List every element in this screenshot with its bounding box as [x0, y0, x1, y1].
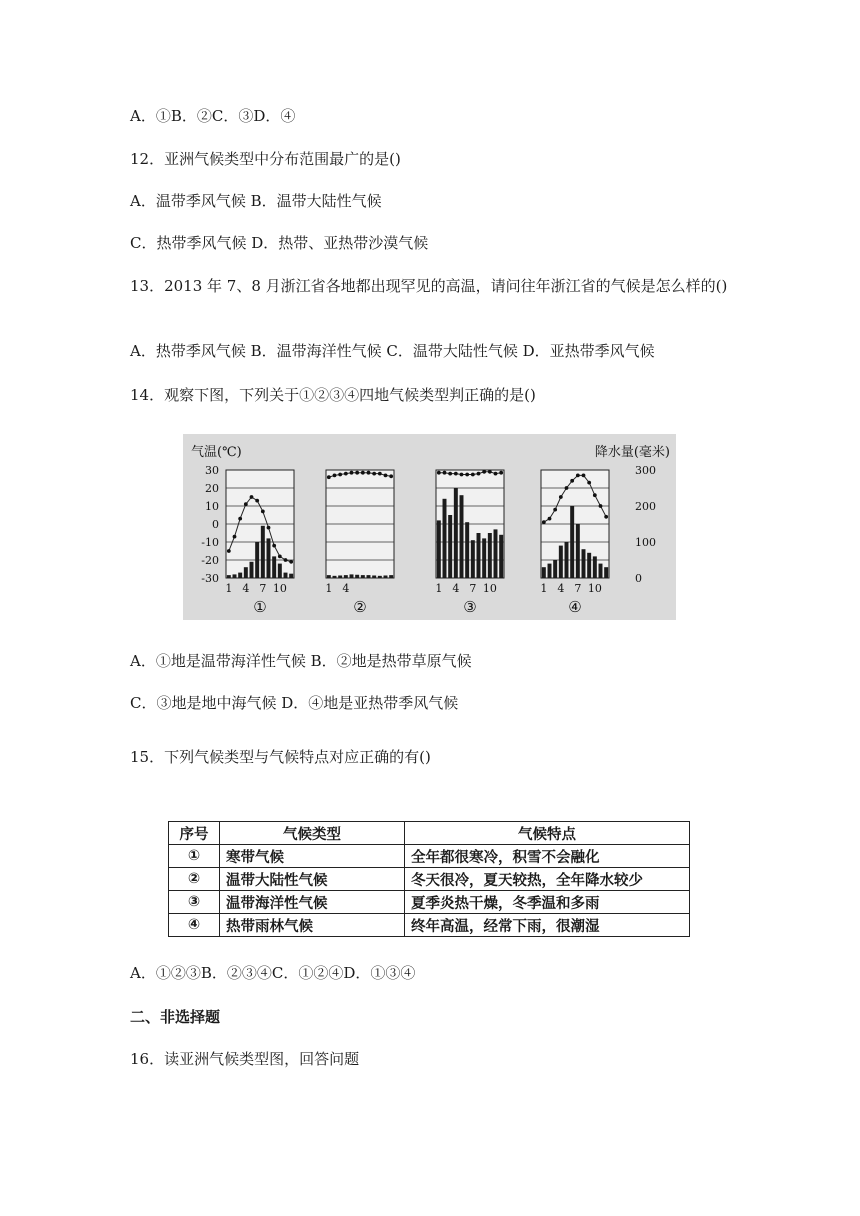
panel-label: ③ — [463, 598, 477, 616]
temperature-point — [384, 474, 388, 478]
temperature-point — [333, 474, 337, 478]
temperature-tick-label: 20 — [205, 482, 219, 495]
precipitation-bar — [460, 495, 464, 578]
month-tick-label: 4 — [242, 582, 250, 595]
climate-chart-figure — [183, 434, 676, 620]
q12-options-cd: C．热带季风气候 D．热带、亚热带沙漠气候 — [130, 234, 429, 252]
panel-label: ② — [353, 598, 367, 616]
month-tick-label: 7 — [469, 582, 477, 595]
month-tick-label: 10 — [482, 582, 497, 595]
precipitation-bar — [548, 564, 552, 578]
q14-options-ab: A．①地是温带海洋性气候 B．②地是热带草原气候 — [130, 652, 472, 670]
temperature-point — [272, 544, 276, 548]
row-climate-type: 热带雨林气候 — [220, 914, 405, 937]
precipitation-bar — [267, 538, 271, 578]
precipitation-bar — [355, 575, 359, 578]
temperature-point — [367, 471, 371, 475]
precipitation-bar — [261, 526, 265, 578]
temperature-point — [499, 471, 503, 475]
precipitation-bar — [482, 538, 486, 578]
temperature-point — [378, 472, 382, 476]
precipitation-bar — [284, 573, 288, 578]
q11-options: A．①B．②C．③D．④ — [130, 107, 296, 125]
temperature-point — [350, 471, 354, 475]
precipitation-bar — [488, 533, 492, 578]
precipitation-bar — [389, 575, 393, 578]
month-tick-label: 4 — [342, 582, 350, 595]
row-climate-feature: 全年都很寒冷，积雪不会融化 — [405, 845, 690, 868]
precipitation-bar — [454, 488, 458, 578]
temperature-point — [233, 535, 237, 539]
temperature-point — [542, 520, 546, 524]
precipitation-bar — [378, 576, 382, 578]
precipitation-bar — [338, 575, 342, 578]
temperature-point — [482, 470, 486, 474]
precipitation-tick-label: 0 — [635, 572, 642, 585]
month-tick-label: 4 — [557, 582, 565, 595]
temperature-point — [261, 510, 265, 514]
temperature-point — [227, 549, 231, 553]
q13-options: A．热带季风气候 B．温带海洋性气候 C．温带大陆性气候 D．亚热带季风气候 — [130, 342, 655, 360]
temperature-point — [559, 495, 563, 499]
row-serial: ③ — [169, 891, 220, 914]
precipitation-bar — [361, 575, 365, 578]
table-header-row — [169, 822, 690, 845]
precipitation-bar — [384, 575, 388, 578]
row-climate-type: 温带海洋性气候 — [220, 891, 405, 914]
row-climate-feature: 终年高温，经常下雨，很潮湿 — [405, 914, 690, 937]
precipitation-bar — [255, 542, 259, 578]
precipitation-bar — [233, 574, 237, 578]
precipitation-bar — [582, 549, 586, 578]
month-tick-label: 10 — [587, 582, 602, 595]
temperature-point — [582, 474, 586, 478]
header-climate-type: 气候类型 — [220, 822, 405, 845]
precipitation-bar — [344, 575, 348, 578]
month-tick-label: 7 — [259, 582, 267, 595]
precipitation-tick-label: 300 — [635, 464, 656, 477]
precipitation-bar — [471, 540, 475, 578]
row-serial: ① — [169, 845, 220, 868]
q13-stem: 13．2013 年 7、8 月浙江省各地都出现罕见的高温，请问往年浙江省的气候是怎么样的() — [130, 277, 728, 295]
precipitation-bar — [350, 574, 354, 578]
precipitation-bar — [250, 562, 254, 578]
panel-label: ① — [253, 598, 267, 616]
precipitation-bar — [372, 575, 376, 578]
precipitation-tick-label: 200 — [635, 500, 656, 513]
section-2-title: 二、非选择题 — [130, 1008, 221, 1026]
temperature-point — [355, 471, 359, 475]
temperature-point — [338, 473, 342, 477]
temperature-point — [570, 479, 574, 483]
row-climate-type: 温带大陆性气候 — [220, 868, 405, 891]
temperature-point — [599, 504, 603, 508]
q15-options: A．①②③B．②③④C．①②④D．①③④ — [130, 964, 416, 982]
row-climate-type: 寒带气候 — [220, 845, 405, 868]
temperature-point — [443, 471, 447, 475]
temperature-point — [238, 517, 242, 521]
row-climate-feature: 夏季炎热干燥，冬季温和多雨 — [405, 891, 690, 914]
month-tick-label: 1 — [225, 582, 233, 595]
month-tick-label: 1 — [325, 582, 333, 595]
temperature-point — [454, 472, 458, 476]
temperature-tick-label: 10 — [205, 500, 219, 513]
precipitation-bar — [477, 533, 481, 578]
temperature-point — [465, 473, 469, 477]
temperature-tick-label: 0 — [212, 518, 219, 531]
precipitation-bar — [227, 575, 231, 578]
q12-stem: 12．亚洲气候类型中分布范围最广的是() — [130, 150, 401, 168]
month-tick-label: 4 — [452, 582, 460, 595]
precipitation-bar — [570, 506, 574, 578]
temperature-point — [289, 560, 293, 564]
row-serial: ④ — [169, 914, 220, 937]
temperature-point — [267, 526, 271, 530]
temperature-point — [553, 508, 557, 512]
precipitation-bar — [599, 564, 603, 578]
precipitation-bar — [553, 560, 557, 578]
temperature-point — [587, 481, 591, 485]
table-row — [169, 914, 690, 937]
temperature-point — [448, 472, 452, 476]
temperature-point — [437, 471, 441, 475]
precipitation-bar — [565, 542, 569, 578]
temperature-tick-label: -10 — [201, 536, 219, 549]
precipitation-bar — [244, 567, 248, 578]
precipitation-tick-label: 100 — [635, 536, 656, 549]
precipitation-bar — [278, 564, 282, 578]
precipitation-bar — [499, 535, 503, 578]
temperature-point — [327, 475, 331, 479]
header-serial: 序号 — [169, 822, 220, 845]
precipitation-axis-label: 降水量(毫米) — [594, 445, 670, 460]
temperature-tick-label: -20 — [201, 554, 219, 567]
precipitation-bar — [367, 575, 371, 578]
month-tick-label: 1 — [435, 582, 443, 595]
temperature-point — [565, 486, 569, 490]
precipitation-bar — [327, 575, 331, 578]
temperature-point — [548, 517, 552, 521]
precipitation-bar — [272, 556, 276, 578]
temperature-point — [494, 472, 498, 476]
temperature-point — [389, 474, 393, 478]
precipitation-bar — [238, 573, 242, 578]
temperature-point — [255, 499, 259, 503]
precipitation-bar — [587, 553, 591, 578]
temperature-point — [460, 473, 464, 477]
row-climate-feature: 冬天很冷，夏天较热，全年降水较少 — [405, 868, 690, 891]
precipitation-bar — [593, 556, 597, 578]
temperature-point — [361, 471, 365, 475]
month-tick-label: 1 — [540, 582, 548, 595]
temperature-tick-label: -30 — [201, 572, 219, 585]
precipitation-bar — [542, 567, 546, 578]
precipitation-bar — [494, 529, 498, 578]
precipitation-bar — [437, 520, 441, 578]
temperature-point — [244, 502, 248, 506]
q14-stem: 14．观察下图，下列关于①②③④四地气候类型判正确的是() — [130, 386, 536, 404]
row-serial: ② — [169, 868, 220, 891]
temperature-point — [488, 470, 492, 474]
temperature-point — [344, 472, 348, 476]
table-row — [169, 845, 690, 868]
temperature-tick-label: 30 — [205, 464, 219, 477]
panel-label: ④ — [568, 598, 582, 616]
precipitation-bar — [604, 567, 608, 578]
precipitation-bar — [465, 522, 469, 578]
header-climate-feature: 气候特点 — [405, 822, 690, 845]
temperature-point — [471, 473, 475, 477]
precipitation-bar — [559, 546, 563, 578]
q12-options-ab: A．温带季风气候 B．温带大陆性气候 — [130, 192, 382, 210]
q15-stem: 15．下列气候类型与气候特点对应正确的有() — [130, 748, 431, 766]
temperature-point — [372, 472, 376, 476]
month-tick-label: 10 — [272, 582, 287, 595]
temperature-point — [604, 515, 608, 519]
q14-options-cd: C．③地是地中海气候 D．④地是亚热带季风气候 — [130, 694, 459, 712]
temperature-point — [250, 495, 254, 499]
temperature-point — [593, 493, 597, 497]
temperature-point — [284, 558, 288, 562]
precipitation-bar — [289, 574, 293, 578]
climate-chart-svg — [183, 434, 676, 620]
precipitation-bar — [448, 515, 452, 578]
temperature-point — [278, 555, 282, 559]
precipitation-bar — [333, 576, 337, 578]
temperature-point — [477, 472, 481, 476]
table-row — [169, 891, 690, 914]
month-tick-label: 7 — [574, 582, 582, 595]
temperature-axis-label: 气温(℃) — [191, 445, 242, 460]
q16-stem: 16．读亚洲气候类型图，回答问题 — [130, 1050, 360, 1068]
precipitation-bar — [576, 524, 580, 578]
temperature-point — [576, 474, 580, 478]
table-row — [169, 868, 690, 891]
climate-table — [168, 821, 690, 937]
precipitation-bar — [443, 499, 447, 578]
